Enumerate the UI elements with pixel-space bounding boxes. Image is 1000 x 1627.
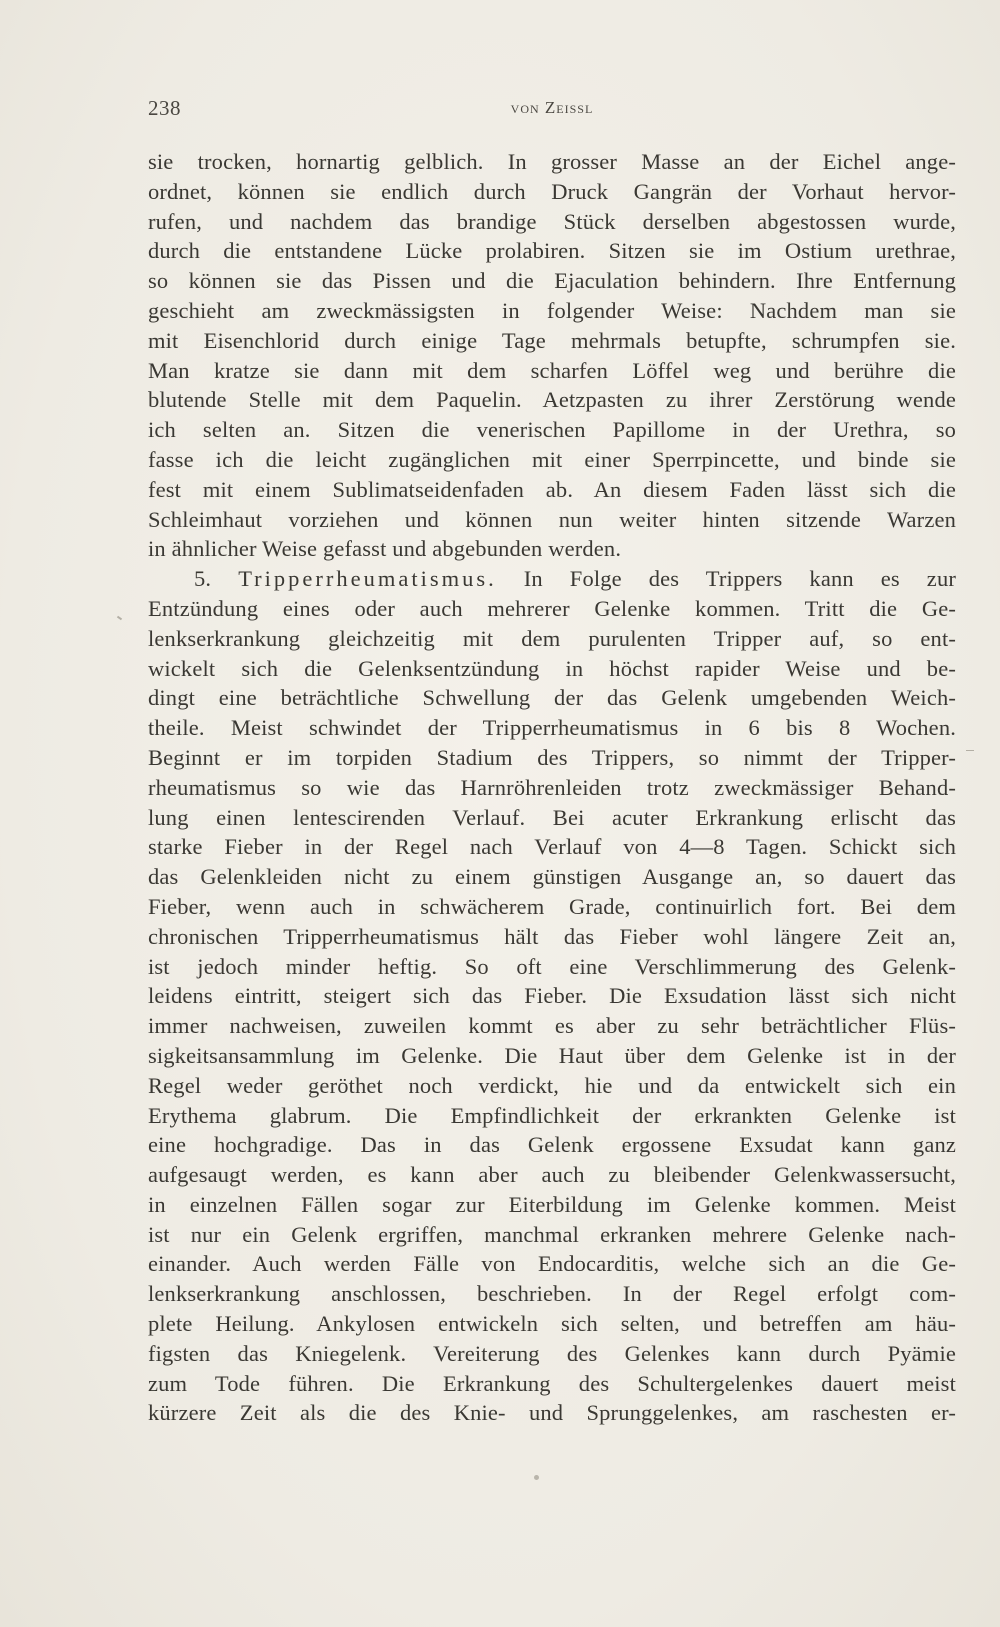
text-line: ordnet, können sie endlich durch Druck Gangrän der Vorhaut hervor- [148, 178, 956, 204]
section-number: 5. [194, 566, 212, 592]
text-line: sie trocken, hornartig gelblich. In grosser Masse an der Eichel ange- [148, 149, 956, 174]
text-line: lung einen lentescirenden Verlauf. Bei acuter Erkrankung erlischt das [148, 804, 956, 830]
text-line: rufen, und nachdem das brandige Stück derselben abgestossen wurde, [148, 208, 956, 234]
text-line: kürzere Zeit als die des Knie- und Sprunggelenkes, am raschesten er- [148, 1400, 956, 1426]
text-line: so können sie das Pissen und die Ejaculation behindern. Ihre Entfernung [148, 268, 956, 294]
text-line: in einzelnen Fällen sogar zur Eiterbildung im Gelenke kommen. Meist [148, 1191, 956, 1217]
section-heading-line [148, 564, 956, 594]
text-line: fasse ich die leicht zugänglichen mit einer Sperrpincette, und binde sie [148, 446, 956, 472]
text-line: Entzündung eines oder auch mehrerer Gelenke kommen. Tritt die Ge- [148, 595, 956, 621]
text-line: Regel weder geröthet noch verdickt, hie und da entwickelt sich ein [148, 1072, 956, 1098]
paper-speck [534, 1475, 539, 1480]
text-line: figsten das Kniegelenk. Vereiterung des Gelenkes kann durch Pyämie [148, 1340, 956, 1366]
text-line: geschieht am zweckmässigsten in folgender Weise: Nachdem man sie [148, 297, 956, 323]
text-line: Erythema glabrum. Die Empfindlichkeit der erkrankten Gelenke ist [148, 1102, 956, 1128]
text-line: blutende Stelle mit dem Paquelin. Aetzpasten zu ihrer Zerstörung wende [148, 387, 956, 413]
text-line: starke Fieber in der Regel nach Verlauf von 4—8 Tagen. Schickt sich [148, 834, 956, 860]
text-line: plete Heilung. Ankylosen entwickeln sich selten, und betreffen am häu- [148, 1311, 956, 1337]
text-line: eine hochgradige. Das in das Gelenk ergossene Exsudat kann ganz [148, 1132, 956, 1158]
running-head: von Zeissl [510, 98, 594, 117]
text-line: zum Tode führen. Die Erkrankung des Schultergelenkes dauert meist [148, 1370, 956, 1396]
page-number: 238 [148, 96, 181, 120]
text-line: Beginnt er im torpiden Stadium des Trippers, so nimmt der Tripper- [148, 744, 956, 770]
section-first-line-text: In Folge des Trippers kann es zur [523, 566, 956, 592]
body-text [148, 147, 956, 1428]
section-title: Tripperrheumatismus. [238, 566, 497, 592]
text-line: wickelt sich die Gelenksentzündung in höchst rapider Weise und be- [148, 655, 956, 681]
text-line: durch die entstandene Lücke prolabiren. Sitzen sie im Ostium urethrae, [148, 238, 956, 264]
text-line: lenkserkrankung anschlossen, beschrieben. In der Regel erfolgt com- [148, 1281, 956, 1307]
text-line: Fieber, wenn auch in schwächerem Grade, continuirlich fort. Bei dem [148, 893, 956, 919]
text-line: ist nur ein Gelenk ergriffen, manchmal erkranken mehrere Gelenke nach- [148, 1221, 956, 1247]
text-line: rheumatismus so wie das Harnröhrenleiden trotz zweckmässiger Behand- [148, 774, 956, 800]
text-line: lenkserkrankung gleichzeitig mit dem purulenten Tripper auf, so ent- [148, 625, 956, 651]
text-line: ist jedoch minder heftig. So oft eine Verschlimmerung des Gelenk- [148, 953, 956, 979]
text-line: Schleimhaut vorziehen und können nun weiter hinten sitzende Warzen [148, 506, 956, 532]
text-line: dingt eine beträchtliche Schwellung der das Gelenk umgebenden Weich- [148, 685, 956, 711]
text-line: Man kratze sie dann mit dem scharfen Löffel weg und berühre die [148, 357, 956, 383]
text-line: ich selten an. Sitzen die venerischen Papillome in der Urethra, so [148, 417, 956, 443]
text-line: aufgesaugt werden, es kann aber auch zu bleibender Gelenkwassersucht, [148, 1162, 956, 1188]
text-line: immer nachweisen, zuweilen kommt es aber zu sehr beträchtlicher Flüs- [148, 1013, 956, 1039]
text-line: fest mit einem Sublimatseidenfaden ab. An diesem Faden lässt sich die [148, 476, 956, 502]
text-line: sigkeitsansammlung im Gelenke. Die Haut über dem Gelenke ist in der [148, 1042, 956, 1068]
text-line: theile. Meist schwindet der Tripperrheumatismus in 6 bis 8 Wochen. [148, 715, 956, 741]
text-line: chronischen Tripperrheumatismus hält das Fieber wohl längere Zeit an, [148, 923, 956, 949]
text-line: in ähnlicher Weise gefasst und abgebunden werden. [148, 536, 622, 562]
text-line: einander. Auch werden Fälle von Endocarditis, welche sich an die Ge- [148, 1251, 956, 1277]
page-header [148, 96, 956, 126]
text-line: das Gelenkleiden nicht zu einem günstigen Ausgange an, so dauert das [148, 864, 956, 890]
text-line: leidens eintritt, steigert sich das Fieber. Die Exsudation lässt sich nicht [148, 983, 956, 1009]
text-line: mit Eisenchlorid durch einige Tage mehrmals betupfte, schrumpfen sie. [148, 327, 956, 353]
margin-mark [966, 750, 974, 751]
margin-mark [117, 616, 122, 621]
